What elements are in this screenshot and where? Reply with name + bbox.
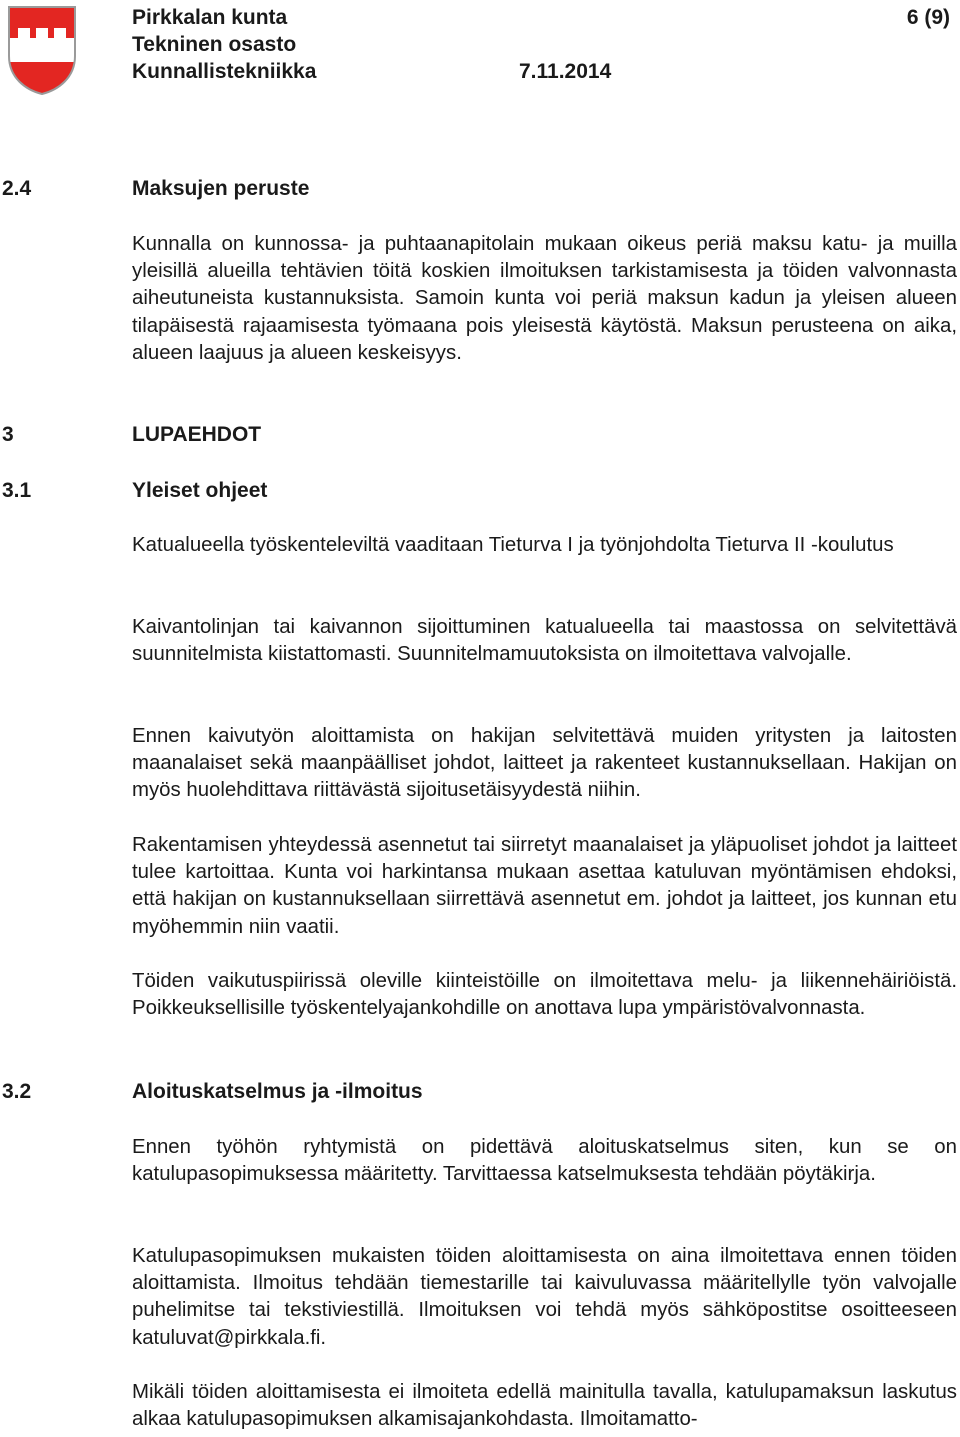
header-org: Pirkkalan kunta [132, 6, 288, 29]
section-number: 2.4 [2, 177, 32, 200]
paragraph: Töiden vaikutuspiirissä oleville kiinteistöille on ilmoitettava melu- ja liikennehäiriöistä. Poikkeuksellisille työskentelyajankohdille on anottava lupa ympäristövalvonnasta. [132, 970, 957, 1020]
paragraph: Ennen kaivutyön aloittamista on hakijan selvitettävä muiden yritysten ja laitosten maanalaiset sekä maanpäälliset johdot, laitteet ja rakenteet kustannuksellaan. Hakijan on myös huolehdittava riittävästä sijoitusetäisyydestä niihin. [132, 725, 957, 802]
section-number: 3 [2, 423, 14, 446]
paragraph: Katulupasopimuksen mukaisten töiden aloittamisesta on aina ilmoitettava ennen töiden aloittamista. Ilmoitus tehdään tiemestarille tai kaivuluvassa määritellylle työn valvojalle puhelimitse tai tekstiviestillä. Ilmoituksen voi tehdä myös sähköpostitse osoitteeseen katuluvat@pirkkala.fi. [132, 1245, 957, 1349]
paragraph: Kaivantolinjan tai kaivannon sijoittuminen katualueella tai maastossa on selvitettävä suunnitelmista kiistattomasti. Suunnitelmamuutoksista on ilmoitettava valvojalle. [132, 616, 957, 666]
section-title: Yleiset ohjeet [132, 479, 268, 502]
pirkkala-coat-of-arms-icon [6, 4, 78, 96]
paragraph: Kunnalla on kunnossa- ja puhtaanapitolain mukaan oikeus periä maksu katu- ja muilla yleisillä alueilla tehtävien töitä koskien ilmoituksen tarkistamisesta ja töiden valvonnasta aiheutuneista kustannuksista. Samoin kunta voi periä maksun kadun ja yleisen alueen tilapäisestä rajaamisesta työmaana pois yleisestä käytöstä. Maksun perusteena on aika, alueen laajuus ja alueen keskeisyys. [132, 233, 957, 364]
section-title: LUPAEHDOT [132, 423, 262, 446]
paragraph: Ennen työhön ryhtymistä on pidettävä aloituskatselmus siten, kun se on katulupasopimuksessa määritetty. Tarvittaessa katselmuksesta tehdään pöytäkirja. [132, 1136, 957, 1186]
header-page-number: 6 (9) [906, 6, 950, 29]
header-unit: Kunnallistekniikka [132, 60, 317, 83]
section-title: Aloituskatselmus ja -ilmoitus [132, 1080, 423, 1103]
paragraph: Mikäli töiden aloittamisesta ei ilmoiteta edellä mainitulla tavalla, katulupamaksun laskutus alkaa katulupasopimuksen alkamisajankohdasta. Ilmoitamatto- [132, 1381, 957, 1431]
section-number: 3.2 [2, 1080, 32, 1103]
header-date: 7.11.2014 [519, 60, 612, 83]
paragraph: Katualueella työskenteleviltä vaaditaan Tieturva I ja työnjohdolta Tieturva II -koulutus [132, 534, 894, 556]
paragraph: Rakentamisen yhteydessä asennetut tai siirretyt maanalaiset ja yläpuoliset johdot ja laitteet tulee kartoittaa. Kunta voi harkintansa mukaan asettaa katuluvan myöntämisen ehdoksi, että hakijan on kustannuksellaan siirrettävä asennetut em. johdot ja laitteet, jos kunnan etu myöhemmin niin vaatii. [132, 834, 957, 938]
section-number: 3.1 [2, 479, 32, 502]
header-department: Tekninen osasto [132, 33, 297, 56]
section-title: Maksujen peruste [132, 177, 310, 200]
